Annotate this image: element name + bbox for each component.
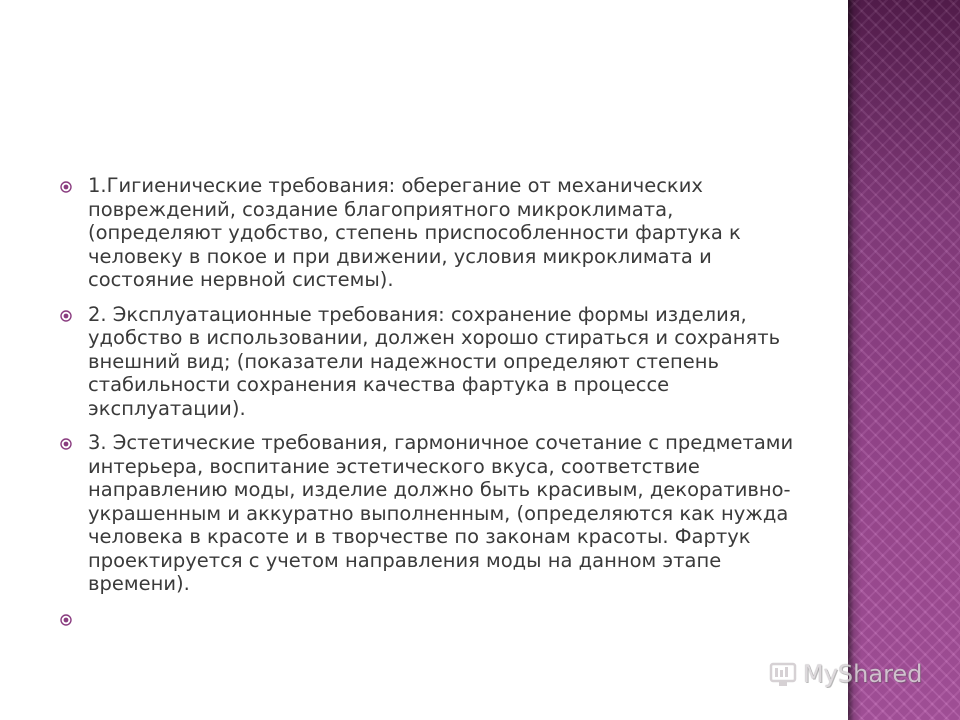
bullet-icon: [60, 303, 88, 328]
list-item: [60, 303, 810, 421]
bullet-icon: [60, 174, 88, 199]
list-item-text: 3. Эстетические требования, гармоничное сочетание с предметами интерьера, воспитание эстетического вкуса, соответствие направлению моды, изделие должно быть красивым, декоративно-украшенным и аккуратно выполненным, (определяются как нужда человека в красоте и в творчестве по законам красоты. Фартук проектируется с учетом направления моды на данном этапе времени).: [88, 431, 794, 595]
decorative-side-band: [848, 0, 960, 720]
list-item-text: 2. Эксплуатационные требования: сохранение формы изделия, удобство в использовании, должен хорошо стираться и сохранять внешний вид; (показатели надежности определяют степень стабильности сохранения качества фартука в процессе эксплуатации).: [88, 302, 781, 420]
list-item: [60, 607, 810, 632]
bullet-list: [60, 174, 810, 643]
myshared-watermark: [768, 656, 922, 692]
bullet-icon: [60, 607, 88, 632]
list-item-text: 1.Гигиенические требования: оберегание от механических повреждений, создание благоприятного микроклимата, (определяют удобство, степень приспособленности фартука к человеку в покое и при движении, условия микроклимата и состояние нервной системы).: [88, 174, 741, 291]
bullet-icon: [60, 431, 88, 456]
watermark-text: MyShared: [803, 660, 923, 688]
list-item: [60, 431, 810, 596]
myshared-logo-icon: [768, 659, 798, 689]
list-item: [60, 174, 810, 292]
